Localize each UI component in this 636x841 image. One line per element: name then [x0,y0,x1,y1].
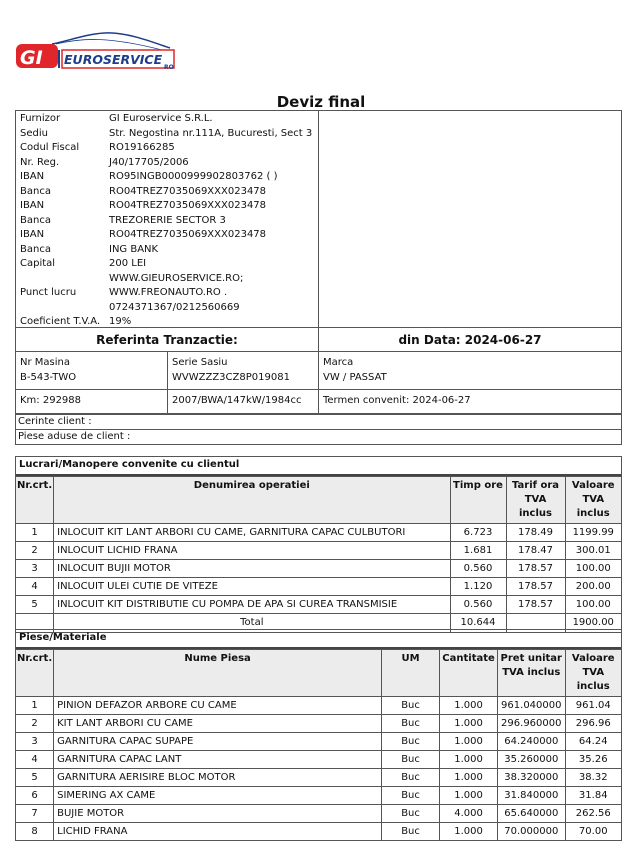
supplier-field-value: 200 LEI [109,258,147,269]
document-title: Deviz final [276,93,366,111]
unit-of-measure: Buc [382,805,440,823]
company-logo [12,30,182,72]
col-rate: Tarif ora TVA inclus [506,477,565,524]
labor-row [16,560,621,578]
quantity: 1.000 [440,751,498,769]
operation-name: INLOCUIT ULEI CUTIE DE VITEZE [54,578,450,596]
hours: 1.120 [450,578,506,596]
supplier-field-label: Codul Fiscal [20,142,80,153]
supplier-field-value: RO04TREZ7035069XXX023478 [109,229,267,240]
supplier-field-label: Banca [20,243,51,255]
unit-price: 35.260000 [498,751,565,769]
line-value: 1199.99 [565,524,621,542]
line-value: 961.04 [565,697,621,715]
agreed-term: Termen convenit: 2024-06-27 [319,390,622,414]
client-supplied-parts: Piese aduse de client : [16,430,622,445]
supplier-field-value: ING BANK [109,243,159,255]
row-number: 5 [16,596,54,614]
logo-suffix: RO [164,64,174,71]
quantity: 1.000 [440,769,498,787]
supplier-field-label: Furnizor [20,113,61,124]
part-row [16,715,621,733]
reference-date: din Data: 2024-06-27 [319,328,622,352]
quantity: 4.000 [440,805,498,823]
supplier-info-box [15,110,622,328]
total-label: Total [54,614,450,632]
transaction-reference [15,327,622,445]
supplier-row [20,156,314,171]
col-value: Valoare TVA inclus [565,477,621,524]
col-value: Valoare TVA inclus [565,650,621,697]
supplier-field-label: Punct lucru [20,287,77,298]
operation-name: INLOCUIT LICHID FRANA [54,542,450,560]
row-number: 2 [16,542,54,560]
unit-of-measure: Buc [382,715,440,733]
part-row [16,733,621,751]
line-value: 296.96 [565,715,621,733]
row-number: 5 [16,769,54,787]
supplier-row [20,199,314,214]
line-value: 100.00 [565,596,621,614]
unit-price: 70.000000 [498,823,565,841]
row-number: 1 [16,697,54,715]
hourly-rate: 178.49 [506,524,565,542]
make-label: Marca [323,357,354,368]
supplier-row [20,214,314,229]
unit-of-measure: Buc [382,769,440,787]
unit-price: 65.640000 [498,805,565,823]
km-value: Km: 292988 [16,390,168,414]
part-name: LICHID FRANA [54,823,382,841]
supplier-field-label: Banca [20,214,51,226]
hourly-rate: 178.57 [506,560,565,578]
part-row [16,805,621,823]
unit-price: 64.240000 [498,733,565,751]
row-number: 4 [16,578,54,596]
supplier-field-value: RO04TREZ7035069XXX023478 [109,185,267,197]
supplier-row [20,185,314,200]
supplier-field-label: IBAN [20,200,45,211]
part-name: KIT LANT ARBORI CU CAME [54,715,382,733]
supplier-field-value: J40/17705/2006 [109,156,189,168]
supplier-field-label: Coeficient T.V.A. [20,316,101,327]
supplier-field-value: RO19166285 [109,142,175,153]
quantity: 1.000 [440,787,498,805]
part-row [16,787,621,805]
supplier-row [20,243,314,258]
hourly-rate: 178.47 [506,542,565,560]
row-number: 3 [16,560,54,578]
line-value: 38.32 [565,769,621,787]
parts-section [15,629,622,841]
hours: 0.560 [450,596,506,614]
supplier-field-value: 19% [109,316,132,327]
labor-table [16,476,621,632]
line-value: 262.56 [565,805,621,823]
supplier-field-value: WWW.GIEUROSERVICE.RO; [109,272,244,284]
unit-of-measure: Buc [382,697,440,715]
unit-price: 31.840000 [498,787,565,805]
supplier-field-label: Nr. Reg. [20,156,60,168]
unit-price: 296.960000 [498,715,565,733]
row-number: 4 [16,751,54,769]
supplier-field-label [20,301,109,316]
supplier-field-label: Banca [20,185,51,197]
hourly-rate: 178.57 [506,596,565,614]
hours: 6.723 [450,524,506,542]
col-operation: Denumirea operatiei [54,477,450,524]
labor-row [16,524,621,542]
supplier-field-label: IBAN [20,171,45,182]
part-row [16,697,621,715]
supplier-row [20,272,314,287]
row-number: 8 [16,823,54,841]
plate-value: B-543-TWO [20,372,77,383]
col-part-name: Nume Piesa [54,650,382,697]
client-requirements: Cerinte client : [16,415,622,430]
part-name: GARNITURA CAPAC SUPAPE [54,733,382,751]
supplier-field-label: Capital [20,258,56,269]
line-value: 35.26 [565,751,621,769]
supplier-field-value: GI Euroservice S.R.L. [109,113,213,124]
supplier-details [16,111,319,327]
logo-text: EUROSERVICE [64,52,163,67]
part-name: GARNITURA AERISIRE BLOC MOTOR [54,769,382,787]
line-value: 200.00 [565,578,621,596]
row-number: 3 [16,733,54,751]
labor-section [15,456,622,633]
reference-label: Referinta Tranzactie: [16,328,319,352]
supplier-field-value: TREZORERIE SECTOR 3 [109,214,226,226]
quantity: 1.000 [440,823,498,841]
col-qty: Cantitate [440,650,498,697]
unit-of-measure: Buc [382,823,440,841]
quantity: 1.000 [440,715,498,733]
vin-label: Serie Sasiu [172,357,228,368]
quantity: 1.000 [440,697,498,715]
operation-name: INLOCUIT KIT LANT ARBORI CU CAME, GARNITURA CAPAC CULBUTORI [54,524,450,542]
row-number: 2 [16,715,54,733]
labor-row [16,578,621,596]
operation-name: INLOCUIT KIT DISTRIBUTIE CU POMPA DE APA SI CUREA TRANSMISIE [54,596,450,614]
col-unit-price: Pret unitar TVA inclus [498,650,565,697]
supplier-field-value: 0724371367/0212560669 [109,301,240,313]
supplier-field-value: WWW.FREONAUTO.RO . [109,287,228,298]
part-row [16,751,621,769]
row-number: 7 [16,805,54,823]
part-name: SIMERING AX CAME [54,787,382,805]
parts-table [16,649,621,841]
unit-of-measure: Buc [382,751,440,769]
supplier-row [20,228,314,243]
supplier-field-label: IBAN [20,229,45,240]
supplier-field-label: Sediu [20,127,48,139]
plate-cell [16,352,168,390]
row-number: 1 [16,524,54,542]
hours: 0.560 [450,560,506,578]
hours: 1.681 [450,542,506,560]
supplier-field-value: Str. Negostina nr.111A, Bucuresti, Sect 3 [109,127,313,139]
supplier-row [20,301,314,316]
make-cell [319,352,622,390]
part-name: PINION DEFAZOR ARBORE CU CAME [54,697,382,715]
unit-of-measure: Buc [382,733,440,751]
row-number: 6 [16,787,54,805]
vin-value: WVWZZZ3CZ8P019081 [172,372,290,383]
unit-price: 961.040000 [498,697,565,715]
vin-cell [168,352,319,390]
engine-value: 2007/BWA/147kW/1984cc [168,390,319,414]
line-value: 300.01 [565,542,621,560]
col-time: Timp ore [450,477,506,524]
logo-gi: GI [20,47,43,69]
line-value: 31.84 [565,787,621,805]
labor-section-title: Lucrari/Manopere convenite cu clientul [16,457,621,476]
plate-label: Nr Masina [20,357,70,368]
supplier-row [20,141,314,156]
col-nr: Nr.crt. [16,477,54,524]
supplier-row [20,286,314,301]
supplier-row [20,112,314,127]
operation-name: INLOCUIT BUJII MOTOR [54,560,450,578]
hourly-rate: 178.57 [506,578,565,596]
total-value: 1900.00 [565,614,621,632]
supplier-row [20,170,314,185]
unit-price: 38.320000 [498,769,565,787]
part-row [16,823,621,841]
parts-section-title: Piese/Materiale [16,630,621,649]
supplier-row [20,257,314,272]
supplier-field-value: RO04TREZ7035069XXX023478 [109,200,267,211]
unit-of-measure: Buc [382,787,440,805]
line-value: 64.24 [565,733,621,751]
labor-row [16,596,621,614]
part-row [16,769,621,787]
supplier-row [20,127,314,142]
total-hours: 10.644 [450,614,506,632]
line-value: 100.00 [565,560,621,578]
part-name: BUJIE MOTOR [54,805,382,823]
quantity: 1.000 [440,733,498,751]
make-value: VW / PASSAT [323,372,387,383]
supplier-field-value: RO95INGB0000999902803762 ( ) [109,171,278,182]
supplier-field-label [20,272,109,287]
col-nr: Nr.crt. [16,650,54,697]
labor-row [16,542,621,560]
col-um: UM [382,650,440,697]
line-value: 70.00 [565,823,621,841]
part-name: GARNITURA CAPAC LANT [54,751,382,769]
